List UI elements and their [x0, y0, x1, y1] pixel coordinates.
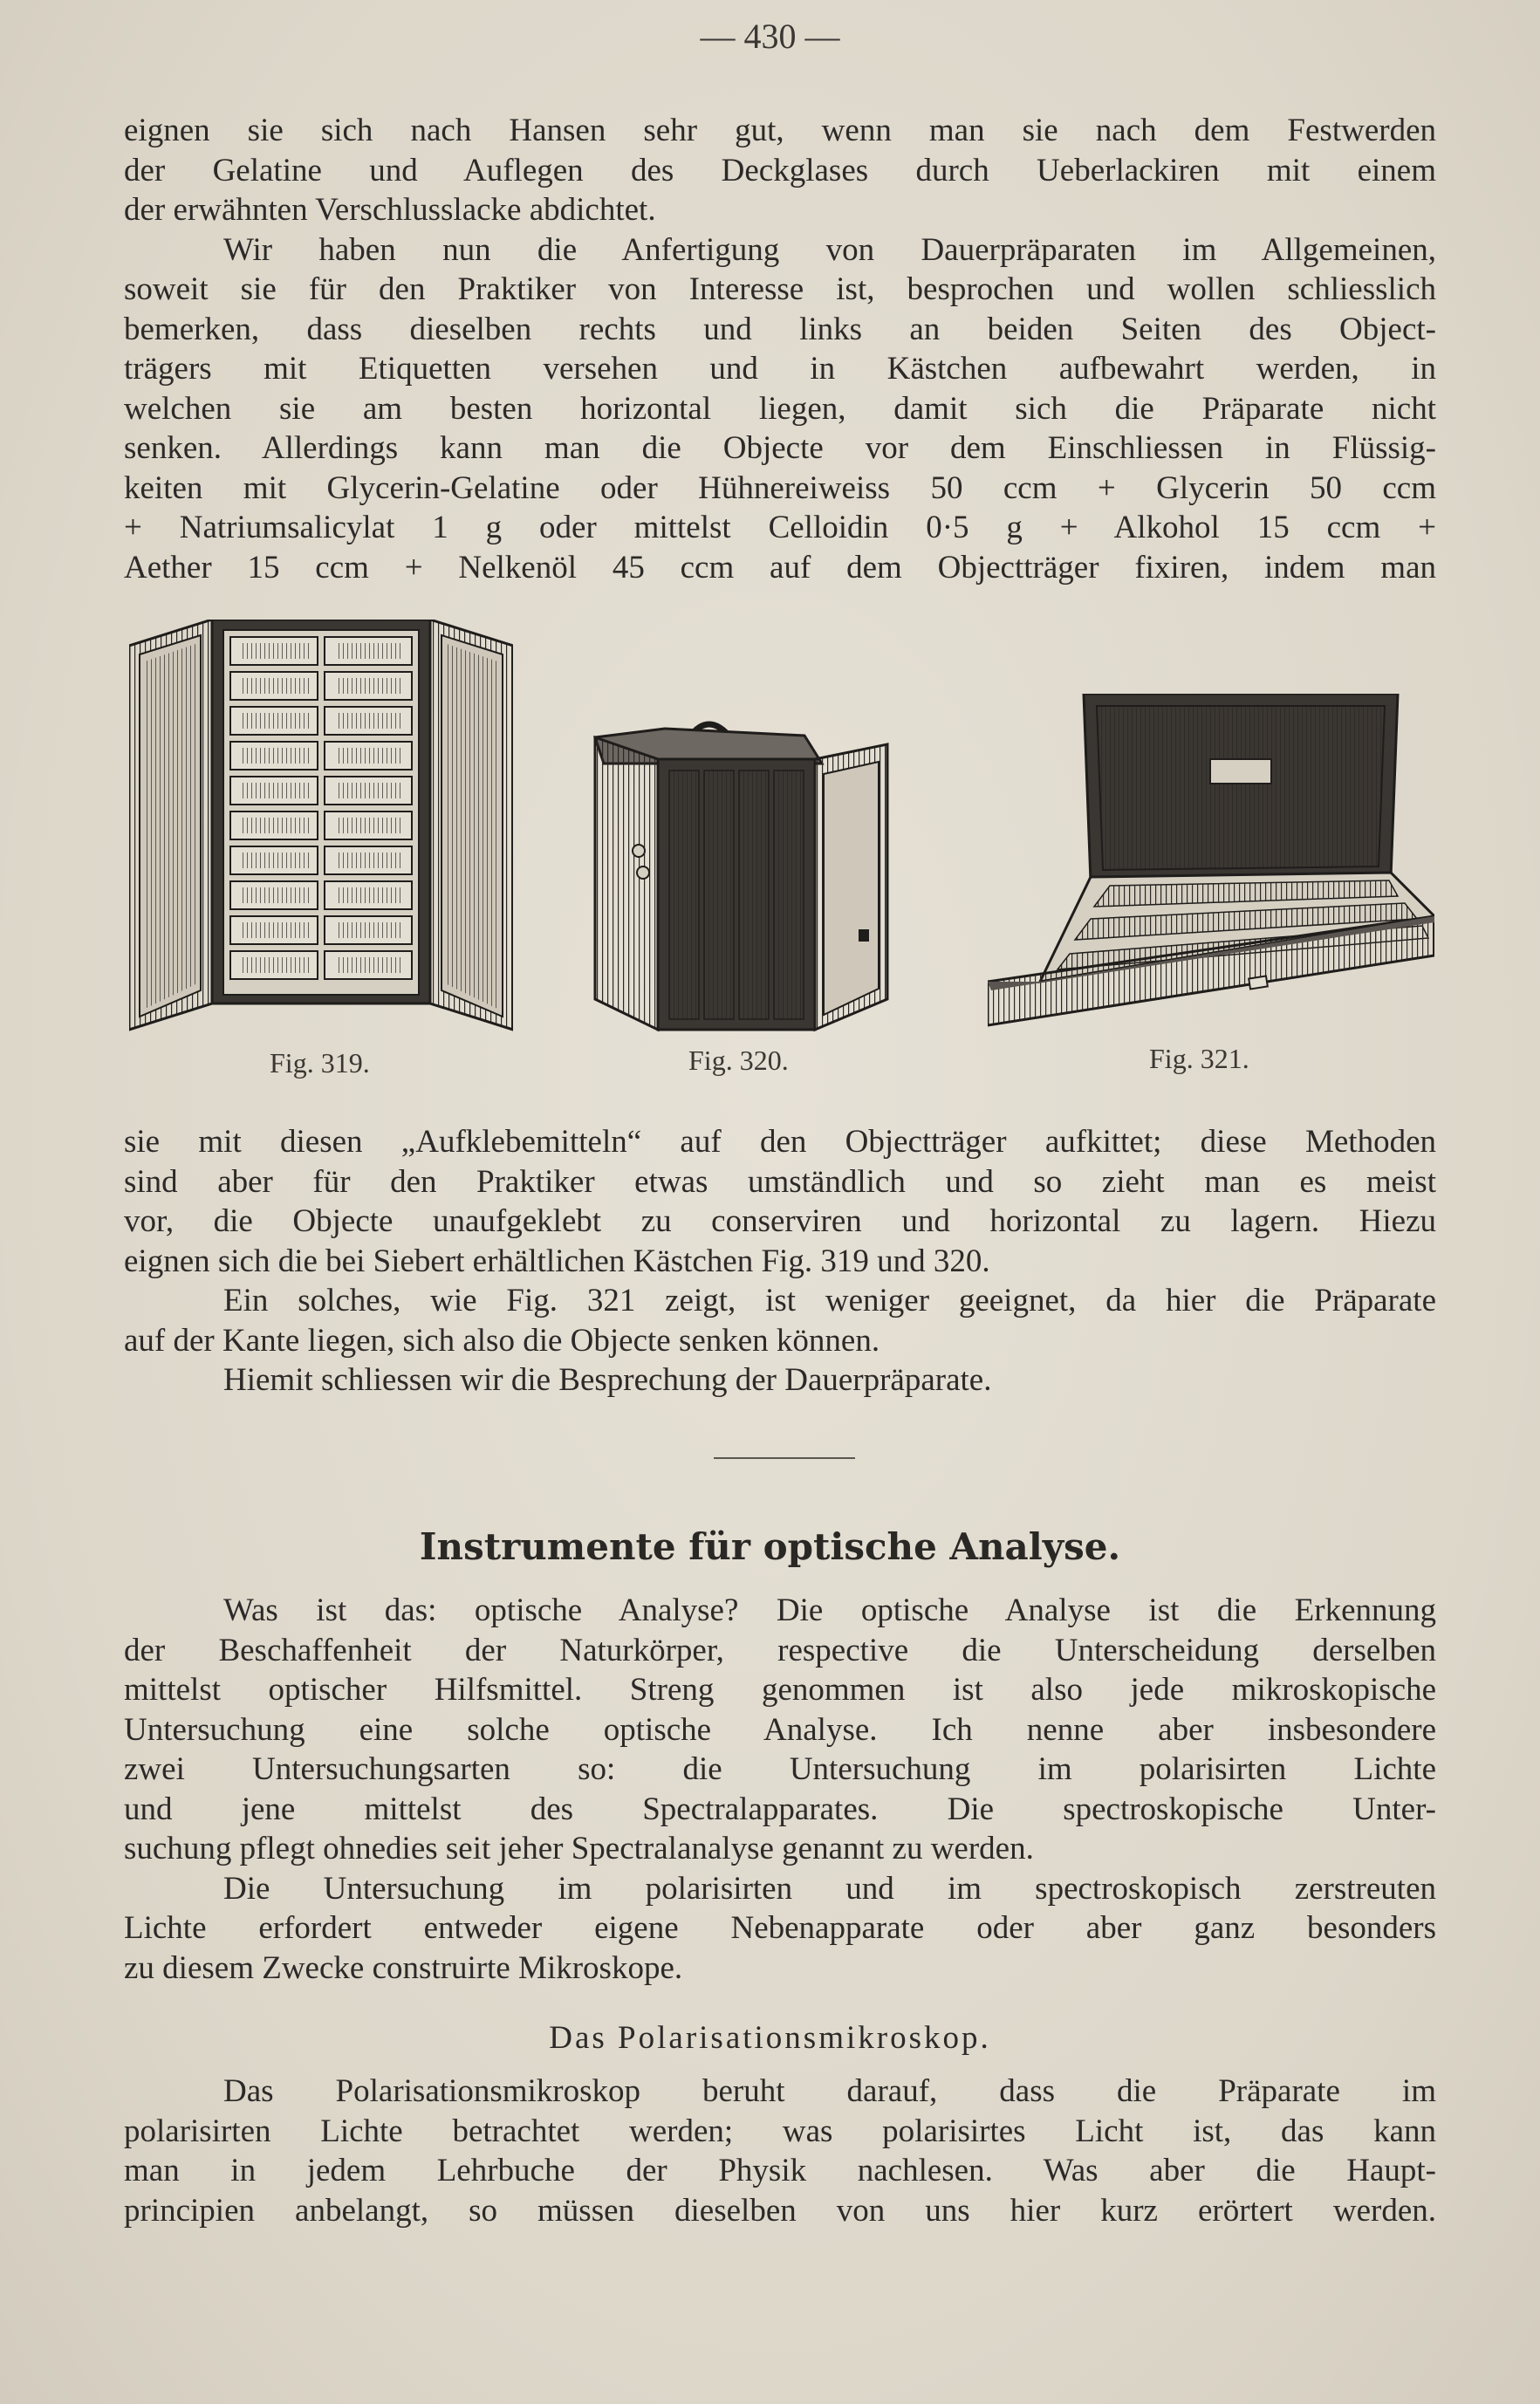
text-line: mittelst optischer Hilfsmittel. Streng genommen ist also jede mikroskopische	[124, 1672, 1436, 1708]
text-line: principien anbelangt, so müssen dieselben von uns hier kurz erörtert werden.	[124, 2192, 1436, 2229]
text-line: Aether 15 ccm + Nelkenöl 45 ccm auf dem Objectträger fixiren, indem man	[124, 549, 1436, 586]
section-divider	[714, 1457, 855, 1459]
text-line: senken. Allerdings kann man die Objecte vor dem Einschliessen in Flüssig-	[124, 430, 1436, 466]
text-line: bemerken, dass dieselben rechts und links an beiden Seiten des Object-	[124, 311, 1436, 347]
text-line: Wir haben nun die Anfertigung von Dauerpräparaten im Allgemeinen,	[223, 231, 1436, 268]
text-block-top	[124, 111, 1436, 587]
text-line: Untersuchung eine solche optische Analyse. Ich nenne aber insbesondere	[124, 1711, 1436, 1748]
text-line: trägers mit Etiquetten versehen und in Kästchen aufbewahrt werden, in	[124, 351, 1436, 387]
text-line: Ein solches, wie Fig. 321 zeigt, ist weniger geeignet, da hier die Präparate	[223, 1283, 1436, 1318]
text-line: eignen sie sich nach Hansen sehr gut, wenn man sie nach dem Festwerden	[124, 113, 1436, 148]
text-line: der erwähnten Verschlusslacke abdichtet.	[124, 192, 656, 228]
figure-319-slide-cabinet	[129, 620, 513, 1038]
figure-321-slide-box-open	[988, 694, 1434, 1038]
section-heading: Instrumente für optische Analyse.	[419, 1525, 1121, 1568]
text-line: sind aber für den Praktiker etwas umständlich und so zieht man es meist	[124, 1163, 1436, 1200]
text-line: soweit sie für den Praktiker von Interesse ist, besprochen und wollen schliesslich	[124, 271, 1436, 307]
text-line: suchung pflegt ohnedies seit jeher Spectralanalyse genannt zu werden.	[124, 1831, 1034, 1866]
text-line: keiten mit Glycerin-Gelatine oder Hühnereiweiss 50 ccm + Glycerin 50 ccm	[124, 469, 1436, 506]
text-line: der Gelatine und Auflegen des Deckglases durch Ueberlackiren mit einem	[124, 152, 1436, 188]
figure-319-caption: Fig. 319.	[270, 1047, 370, 1079]
figure-321-caption: Fig. 321.	[1149, 1043, 1249, 1074]
text-line: man in jedem Lehrbuche der Physik nachlesen. Was aber die Haupt-	[124, 2153, 1436, 2188]
text-block-polarisation	[124, 2072, 1436, 2230]
text-line: Das Polarisationsmikroskop beruht darauf, dass die Präparate im	[223, 2073, 1436, 2109]
text-line: Hiemit schliessen wir die Besprechung der Dauerpräparate.	[223, 1362, 992, 1398]
text-line: vor, die Objecte unaufgeklebt zu conserviren und horizontal zu lagern. Hiezu	[124, 1203, 1436, 1239]
text-line: + Natriumsalicylat 1 g oder mittelst Celloidin 0·5 g + Alkohol 15 ccm +	[124, 510, 1436, 545]
text-line: polarisirten Lichte betrachtet werden; was polarisirtes Licht ist, das kann	[124, 2113, 1436, 2149]
figure-320-slide-case	[586, 711, 900, 1038]
text-line: und jene mittelst des Spectralapparates. Die spectroskopische Unter-	[124, 1791, 1436, 1827]
text-block-middle	[124, 1122, 1436, 1401]
text-line: eignen sich die bei Siebert erhältlichen Kästchen Fig. 319 und 320.	[124, 1243, 990, 1279]
text-line: zwei Untersuchungsarten so: die Untersuchung im polarisirten Lichte	[124, 1751, 1436, 1787]
text-line: zu diesem Zwecke construirte Mikroskope.	[124, 1949, 683, 1986]
text-line: auf der Kante liegen, sich also die Objecte senken können.	[124, 1322, 880, 1359]
figure-row	[124, 611, 1436, 1091]
text-line: Was ist das: optische Analyse? Die optische Analyse ist die Erkennung	[223, 1592, 1436, 1628]
subsection-heading: Das Polarisationsmikroskop.	[549, 2020, 991, 2056]
figure-320-caption: Fig. 320.	[688, 1044, 789, 1076]
text-line: der Beschaffenheit der Naturkörper, respective die Unterscheidung derselben	[124, 1632, 1436, 1668]
page-number: — 430 —	[700, 17, 840, 56]
text-line: Lichte erfordert entweder eigene Nebenapparate oder aber ganz besonders	[124, 1910, 1436, 1946]
text-line: welchen sie am besten horizontal liegen, damit sich die Präparate nicht	[124, 390, 1436, 427]
text-block-analysis	[124, 1591, 1436, 1988]
text-line: Die Untersuchung im polarisirten und im spectroskopisch zerstreuten	[223, 1870, 1436, 1907]
text-line: sie mit diesen „Aufklebemitteln“ auf den Objectträger aufkittet; diese Methoden	[124, 1124, 1436, 1160]
